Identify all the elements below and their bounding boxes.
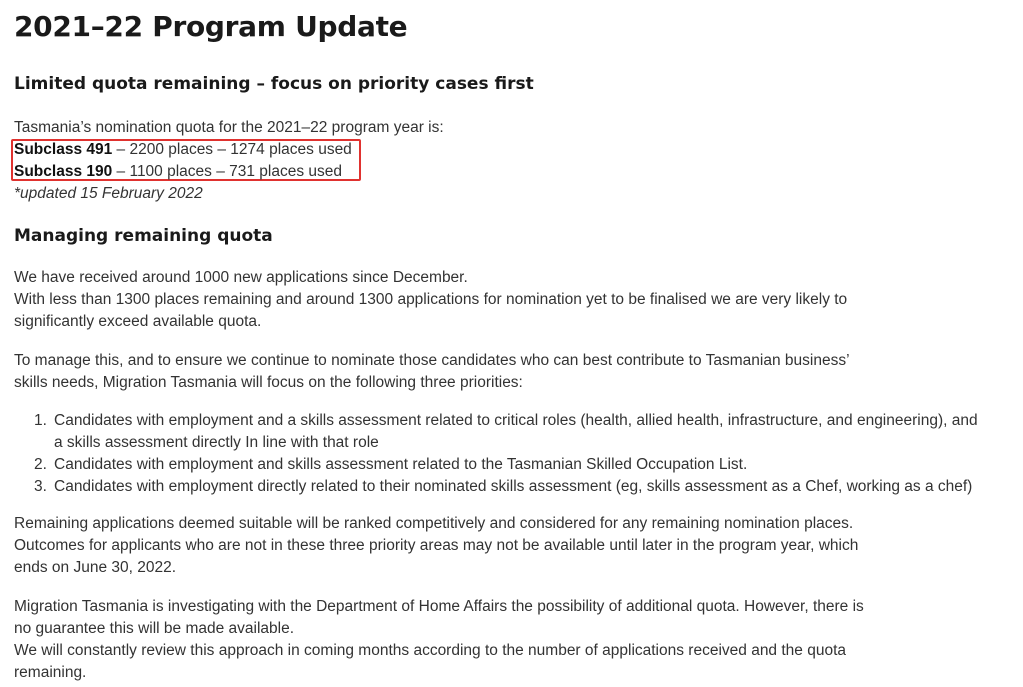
- paragraph-line: With less than 1300 places remaining and around 1300 applications for nomination yet to be finalised we are very likely to: [14, 291, 848, 308]
- list-item-number: 3.: [34, 478, 47, 495]
- list-item-number: 1.: [34, 412, 47, 429]
- paragraph-line: skills needs, Migration Tasmania will focus on the following three priorities:: [14, 374, 523, 391]
- list-item-text: Candidates with employment and skills assessment related to the Tasmanian Skilled Occupation List.: [54, 456, 748, 473]
- list-item-number: 2.: [34, 456, 47, 473]
- paragraph-applications: [14, 267, 894, 333]
- quota-section-heading: Limited quota remaining – focus on priority cases first: [14, 74, 534, 94]
- subclass-491-label: Subclass 491: [14, 141, 113, 158]
- subclass-491-detail: – 2200 places – 1274 places used: [112, 141, 352, 158]
- paragraph-line: ends on June 30, 2022.: [14, 559, 177, 576]
- paragraph-line: Migration Tasmania is investigating with the Department of Home Affairs the possibility of additional quota. However, there is: [14, 598, 864, 615]
- page-title: 2021–22 Program Update: [14, 10, 408, 43]
- paragraph-line: We will constantly review this approach in coming months according to the number of applications received and the quota: [14, 642, 847, 659]
- paragraph-line: remaining.: [14, 664, 87, 681]
- paragraph-line: significantly exceed available quota.: [14, 313, 262, 330]
- paragraph-line: no guarantee this will be made available.: [14, 620, 295, 637]
- list-item-text: a skills assessment directly In line with that role: [54, 434, 379, 451]
- subclass-190-label: Subclass 190: [14, 163, 113, 180]
- paragraph-line: Outcomes for applicants who are not in these three priority areas may not be available until later in the program year, which: [14, 537, 859, 554]
- paragraph-priorities-intro: [14, 350, 894, 394]
- paragraph-line: We have received around 1000 new applications since December.: [14, 269, 468, 286]
- list-item-text: Candidates with employment directly related to their nominated skills assessment (eg, skills assessment as a Chef, working as a chef): [54, 478, 973, 495]
- paragraph-line: To manage this, and to ensure we continue to nominate those candidates who can best contribute to Tasmanian business’: [14, 352, 850, 369]
- list-item: [14, 476, 1014, 498]
- priorities-list: [14, 410, 1014, 498]
- paragraph-ranking: [14, 513, 904, 579]
- list-item: [14, 454, 1014, 476]
- subclass-491-line: [14, 139, 352, 161]
- subclass-190-line: [14, 161, 342, 183]
- managing-section-heading: Managing remaining quota: [14, 226, 273, 246]
- quota-intro-text: Tasmania’s nomination quota for the 2021–22 program year is:: [14, 119, 444, 136]
- list-item: [14, 410, 1014, 454]
- paragraph-additional-quota: [14, 596, 904, 684]
- paragraph-line: Remaining applications deemed suitable will be ranked competitively and considered for any remaining nomination places.: [14, 515, 854, 532]
- subclass-190-detail: – 1100 places – 731 places used: [112, 163, 343, 180]
- updated-note: *updated 15 February 2022: [14, 185, 203, 202]
- list-item-text: Candidates with employment and a skills assessment related to critical roles (health, allied health, infrastructure, and engineering), and: [54, 412, 978, 429]
